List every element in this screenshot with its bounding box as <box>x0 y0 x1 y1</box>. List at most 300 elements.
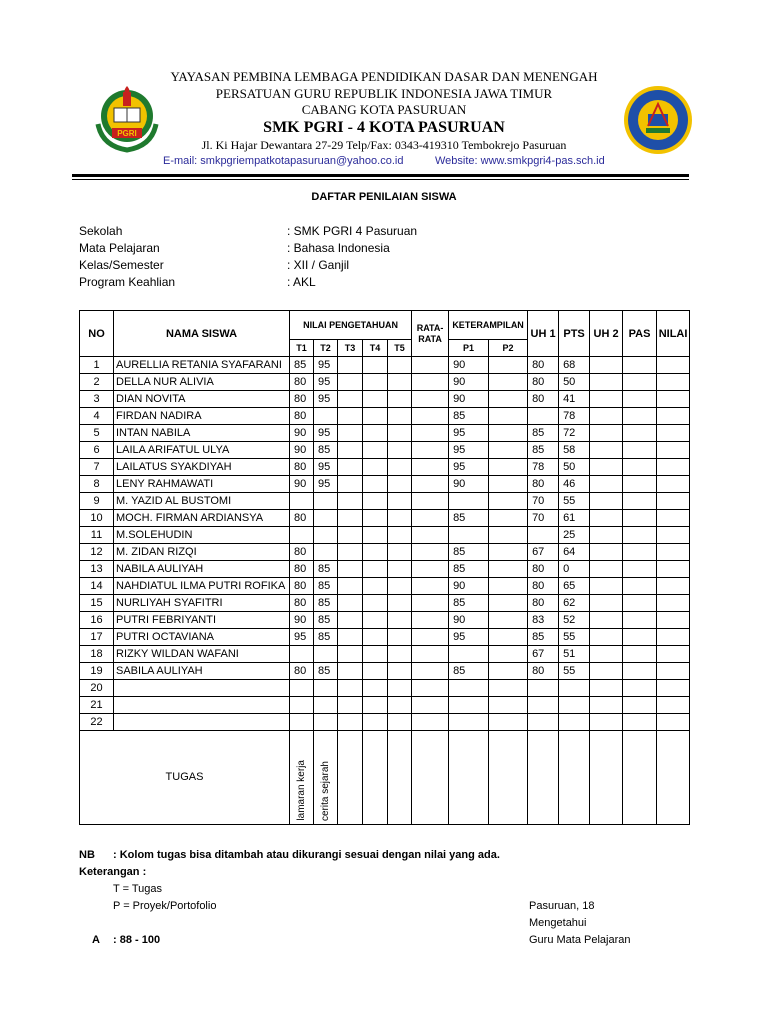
score-average <box>412 646 449 663</box>
table-row <box>80 663 690 680</box>
score-uh2 <box>590 680 623 697</box>
school-emblem <box>622 84 694 156</box>
score-t3 <box>338 680 363 697</box>
table-row <box>80 646 690 663</box>
tugas-pts-cell <box>559 731 590 825</box>
score-t5 <box>388 476 412 493</box>
score-final <box>657 459 690 476</box>
score-t4 <box>363 663 388 680</box>
score-t2: 85 <box>314 663 338 680</box>
score-pas <box>623 612 657 629</box>
score-final <box>657 612 690 629</box>
table-row <box>80 408 690 425</box>
score-p1: 95 <box>449 442 489 459</box>
score-t3 <box>338 646 363 663</box>
score-pts: 68 <box>559 357 590 374</box>
score-t5 <box>388 697 412 714</box>
row-no: 19 <box>80 663 114 680</box>
score-t3 <box>338 425 363 442</box>
tugas-pas-cell <box>623 731 657 825</box>
score-t3 <box>338 663 363 680</box>
col-header-name: NAMA SISWA <box>114 311 290 357</box>
score-t2: 85 <box>314 629 338 646</box>
score-t1: 95 <box>290 629 314 646</box>
score-final <box>657 697 690 714</box>
score-t3 <box>338 629 363 646</box>
score-t5 <box>388 612 412 629</box>
score-uh2 <box>590 697 623 714</box>
student-name: FIRDAN NADIRA <box>114 408 290 425</box>
score-uh1: 80 <box>528 391 559 408</box>
score-t5 <box>388 578 412 595</box>
score-t3 <box>338 459 363 476</box>
score-p1: 85 <box>449 663 489 680</box>
score-pts: 55 <box>559 493 590 510</box>
score-t4 <box>363 714 388 731</box>
score-p1: 90 <box>449 374 489 391</box>
legend-p: P = Proyek/Portofolio <box>113 900 217 912</box>
score-uh2 <box>590 476 623 493</box>
score-pts <box>559 697 590 714</box>
score-uh2 <box>590 612 623 629</box>
info-value-subject: : Bahasa Indonesia <box>287 241 390 255</box>
score-p2 <box>489 544 528 561</box>
score-t2 <box>314 544 338 561</box>
signature-place-date: Pasuruan, 18 <box>529 900 595 912</box>
row-no: 22 <box>80 714 114 731</box>
score-uh2 <box>590 561 623 578</box>
score-pas <box>623 646 657 663</box>
score-pas <box>623 459 657 476</box>
score-p1: 95 <box>449 629 489 646</box>
row-no: 7 <box>80 459 114 476</box>
score-t1 <box>290 646 314 663</box>
score-t5 <box>388 374 412 391</box>
table-row <box>80 697 690 714</box>
score-t2 <box>314 527 338 544</box>
score-p1: 95 <box>449 459 489 476</box>
col-header-final: NILAI <box>657 311 690 357</box>
table-row <box>80 425 690 442</box>
col-header-uh1: UH 1 <box>528 311 559 357</box>
score-final <box>657 408 690 425</box>
score-uh1: 83 <box>528 612 559 629</box>
grade-a-range: : 88 - 100 <box>113 934 161 946</box>
student-name: DELLA NUR ALIVIA <box>114 374 290 391</box>
score-pas <box>623 561 657 578</box>
score-uh1: 85 <box>528 442 559 459</box>
score-uh1: 85 <box>528 629 559 646</box>
score-t2 <box>314 646 338 663</box>
score-uh1 <box>528 408 559 425</box>
score-uh1 <box>528 680 559 697</box>
score-t1: 80 <box>290 374 314 391</box>
score-pas <box>623 578 657 595</box>
student-name: M.SOLEHUDIN <box>114 527 290 544</box>
score-p1 <box>449 714 489 731</box>
score-t2: 95 <box>314 459 338 476</box>
score-pts: 55 <box>559 629 590 646</box>
score-t5 <box>388 680 412 697</box>
branch-name: CABANG KOTA PASURUAN <box>301 102 467 117</box>
score-t4 <box>363 459 388 476</box>
score-t2: 85 <box>314 612 338 629</box>
student-name: PUTRI FEBRIYANTI <box>114 612 290 629</box>
table-row <box>80 578 690 595</box>
score-p1: 85 <box>449 510 489 527</box>
score-uh2 <box>590 663 623 680</box>
score-pts: 58 <box>559 442 590 459</box>
table-row <box>80 527 690 544</box>
student-name: LAILA ARIFATUL ULYA <box>114 442 290 459</box>
score-uh1 <box>528 527 559 544</box>
tugas-p1-cell <box>449 731 489 825</box>
student-name: MOCH. FIRMAN ARDIANSYA <box>114 510 290 527</box>
score-pas <box>623 374 657 391</box>
score-p2 <box>489 578 528 595</box>
tugas-t1-text: lamaran kerja <box>296 760 307 821</box>
table-row <box>80 442 690 459</box>
score-uh2 <box>590 646 623 663</box>
student-name: PUTRI OCTAVIANA <box>114 629 290 646</box>
score-pts <box>559 714 590 731</box>
table-row <box>80 714 690 731</box>
col-header-t5: T5 <box>388 340 412 357</box>
score-t2: 85 <box>314 442 338 459</box>
score-average <box>412 425 449 442</box>
score-final <box>657 714 690 731</box>
score-t1: 80 <box>290 663 314 680</box>
tugas-t5-cell <box>388 731 412 825</box>
score-p2 <box>489 408 528 425</box>
legend-heading: Keterangan : <box>79 866 147 878</box>
score-t4 <box>363 544 388 561</box>
score-p1 <box>449 527 489 544</box>
row-no: 10 <box>80 510 114 527</box>
nb-text: : Kolom tugas bisa ditambah atau dikurangi sesuai dengan nilai yang ada. <box>113 849 500 861</box>
score-uh2 <box>590 374 623 391</box>
info-value-school: : SMK PGRI 4 Pasuruan <box>287 224 418 238</box>
table-row <box>80 595 690 612</box>
score-t1 <box>290 714 314 731</box>
school-website[interactable]: Website: www.smkpgri4-pas.sch.id <box>435 155 605 167</box>
score-uh2 <box>590 527 623 544</box>
score-t2 <box>314 408 338 425</box>
signature-role: Guru Mata Pelajaran <box>529 934 631 946</box>
score-p2 <box>489 357 528 374</box>
score-t3 <box>338 544 363 561</box>
score-average <box>412 578 449 595</box>
score-pas <box>623 493 657 510</box>
score-t2: 95 <box>314 425 338 442</box>
score-p1: 90 <box>449 357 489 374</box>
score-pts: 62 <box>559 595 590 612</box>
score-t1: 80 <box>290 595 314 612</box>
school-address: Jl. Ki Hajar Dewantara 27-29 Telp/Fax: 0343-419310 Tembokrejo Pasuruan <box>201 138 567 152</box>
score-p2 <box>489 612 528 629</box>
score-t1: 80 <box>290 391 314 408</box>
row-no: 11 <box>80 527 114 544</box>
row-no: 15 <box>80 595 114 612</box>
score-t1: 90 <box>290 612 314 629</box>
score-t4 <box>363 561 388 578</box>
score-pts: 78 <box>559 408 590 425</box>
score-p2 <box>489 663 528 680</box>
table-row <box>80 510 690 527</box>
score-final <box>657 578 690 595</box>
score-pts: 52 <box>559 612 590 629</box>
score-t4 <box>363 697 388 714</box>
score-t5 <box>388 561 412 578</box>
score-t3 <box>338 408 363 425</box>
score-p2 <box>489 425 528 442</box>
info-label-subject: Mata Pelajaran <box>79 241 160 255</box>
school-name: SMK PGRI - 4 KOTA PASURUAN <box>263 119 505 136</box>
score-average <box>412 595 449 612</box>
table-row <box>80 459 690 476</box>
score-t5 <box>388 459 412 476</box>
score-p2 <box>489 527 528 544</box>
school-email[interactable]: E-mail: smkpgriempatkotapasuruan@yahoo.co.id <box>163 155 404 167</box>
row-no: 6 <box>80 442 114 459</box>
score-t4 <box>363 612 388 629</box>
nb-label: NB <box>79 849 95 861</box>
score-average <box>412 493 449 510</box>
row-no: 14 <box>80 578 114 595</box>
score-uh2 <box>590 493 623 510</box>
info-label-program: Program Keahlian <box>79 275 176 289</box>
score-uh1: 78 <box>528 459 559 476</box>
score-pts: 0 <box>559 561 590 578</box>
score-t5 <box>388 391 412 408</box>
score-p2 <box>489 374 528 391</box>
tugas-final-cell <box>657 731 690 825</box>
score-t2: 85 <box>314 561 338 578</box>
score-t4 <box>363 425 388 442</box>
row-no: 20 <box>80 680 114 697</box>
score-uh2 <box>590 425 623 442</box>
score-pas <box>623 476 657 493</box>
score-average <box>412 697 449 714</box>
student-name: RIZKY WILDAN WAFANI <box>114 646 290 663</box>
score-pas <box>623 629 657 646</box>
col-header-knowledge: NILAI PENGETAHUAN <box>290 311 412 340</box>
score-uh1: 80 <box>528 595 559 612</box>
col-header-t3: T3 <box>338 340 363 357</box>
score-t1 <box>290 697 314 714</box>
score-t4 <box>363 629 388 646</box>
student-name: INTAN NABILA <box>114 425 290 442</box>
score-t2: 95 <box>314 357 338 374</box>
score-p2 <box>489 510 528 527</box>
score-p2 <box>489 697 528 714</box>
score-final <box>657 561 690 578</box>
page-title: DAFTAR PENILAIAN SISWA <box>311 191 457 203</box>
score-t1: 85 <box>290 357 314 374</box>
score-uh1 <box>528 714 559 731</box>
score-t2: 85 <box>314 595 338 612</box>
score-final <box>657 510 690 527</box>
col-header-uh2: UH 2 <box>590 311 623 357</box>
score-uh2 <box>590 357 623 374</box>
score-t2 <box>314 697 338 714</box>
score-p1 <box>449 697 489 714</box>
header-divider-thin <box>72 179 689 180</box>
score-t5 <box>388 510 412 527</box>
table-row <box>80 629 690 646</box>
legend-t: T = Tugas <box>113 883 163 895</box>
score-t3 <box>338 374 363 391</box>
score-t2 <box>314 493 338 510</box>
score-t2: 95 <box>314 391 338 408</box>
row-no: 5 <box>80 425 114 442</box>
score-p1 <box>449 493 489 510</box>
score-t4 <box>363 595 388 612</box>
score-t1: 80 <box>290 510 314 527</box>
tugas-average-cell <box>412 731 449 825</box>
row-no: 4 <box>80 408 114 425</box>
score-t3 <box>338 442 363 459</box>
score-t5 <box>388 646 412 663</box>
score-t5 <box>388 442 412 459</box>
tugas-t2-text: cerita sejarah <box>320 760 331 821</box>
score-t5 <box>388 629 412 646</box>
info-label-school: Sekolah <box>79 224 123 238</box>
score-average <box>412 612 449 629</box>
score-p1 <box>449 680 489 697</box>
signature-acknowledged: Mengetahui <box>529 917 587 929</box>
score-final <box>657 663 690 680</box>
col-header-no: NO <box>80 311 114 357</box>
score-average <box>412 357 449 374</box>
score-average <box>412 544 449 561</box>
score-t2: 95 <box>314 374 338 391</box>
row-no: 9 <box>80 493 114 510</box>
score-pas <box>623 595 657 612</box>
row-no: 3 <box>80 391 114 408</box>
score-pas <box>623 391 657 408</box>
col-header-p2: P2 <box>489 340 528 357</box>
score-t2: 95 <box>314 476 338 493</box>
row-no: 12 <box>80 544 114 561</box>
score-uh2 <box>590 459 623 476</box>
student-name: LAILATUS SYAKDIYAH <box>114 459 290 476</box>
score-t1: 80 <box>290 544 314 561</box>
score-average <box>412 476 449 493</box>
score-pts: 61 <box>559 510 590 527</box>
score-p2 <box>489 680 528 697</box>
score-t1: 80 <box>290 408 314 425</box>
score-uh1: 80 <box>528 578 559 595</box>
student-name <box>114 680 290 697</box>
row-no: 21 <box>80 697 114 714</box>
table-row <box>80 612 690 629</box>
score-pas <box>623 425 657 442</box>
score-final <box>657 680 690 697</box>
score-final <box>657 646 690 663</box>
score-uh2 <box>590 595 623 612</box>
table-row <box>80 544 690 561</box>
score-pts: 51 <box>559 646 590 663</box>
score-pts: 25 <box>559 527 590 544</box>
score-uh1: 80 <box>528 374 559 391</box>
score-p1: 85 <box>449 561 489 578</box>
score-uh1: 70 <box>528 493 559 510</box>
grade-a-label: A <box>92 934 100 946</box>
row-no: 16 <box>80 612 114 629</box>
score-t3 <box>338 714 363 731</box>
score-t4 <box>363 442 388 459</box>
table-row <box>80 391 690 408</box>
student-name: NURLIYAH SYAFITRI <box>114 595 290 612</box>
score-final <box>657 629 690 646</box>
score-t1 <box>290 680 314 697</box>
pgri-logo-text: PGRI <box>117 129 137 138</box>
score-pts: 72 <box>559 425 590 442</box>
score-t3 <box>338 561 363 578</box>
score-pas <box>623 527 657 544</box>
row-no: 17 <box>80 629 114 646</box>
col-header-skills: KETERAMPILAN <box>449 311 528 340</box>
score-t4 <box>363 476 388 493</box>
score-pts: 50 <box>559 459 590 476</box>
score-pas <box>623 510 657 527</box>
score-t5 <box>388 425 412 442</box>
score-final <box>657 595 690 612</box>
score-uh1: 80 <box>528 561 559 578</box>
score-t2: 85 <box>314 578 338 595</box>
col-header-t2: T2 <box>314 340 338 357</box>
student-name: NAHDIATUL ILMA PUTRI ROFIKA <box>114 578 290 595</box>
score-t3 <box>338 578 363 595</box>
score-t1: 90 <box>290 476 314 493</box>
score-t3 <box>338 697 363 714</box>
score-uh2 <box>590 578 623 595</box>
score-t4 <box>363 374 388 391</box>
score-t4 <box>363 527 388 544</box>
score-t1: 80 <box>290 561 314 578</box>
score-average <box>412 629 449 646</box>
table-row <box>80 357 690 374</box>
tugas-t2-cell <box>314 731 338 825</box>
info-value-class: : XII / Ganjil <box>287 258 350 272</box>
score-uh1: 70 <box>528 510 559 527</box>
student-name <box>114 697 290 714</box>
student-name <box>114 714 290 731</box>
score-average <box>412 391 449 408</box>
score-uh1: 67 <box>528 544 559 561</box>
student-name: SABILA AULIYAH <box>114 663 290 680</box>
score-t4 <box>363 680 388 697</box>
score-uh1 <box>528 697 559 714</box>
score-t1: 80 <box>290 459 314 476</box>
score-pas <box>623 697 657 714</box>
score-average <box>412 663 449 680</box>
score-p2 <box>489 714 528 731</box>
col-header-pas: PAS <box>623 311 657 357</box>
score-uh2 <box>590 714 623 731</box>
grades-table <box>79 310 690 825</box>
row-no: 8 <box>80 476 114 493</box>
score-p2 <box>489 459 528 476</box>
score-pts <box>559 680 590 697</box>
table-row <box>80 493 690 510</box>
score-pts: 55 <box>559 663 590 680</box>
score-pas <box>623 663 657 680</box>
score-average <box>412 561 449 578</box>
association-name: PERSATUAN GURU REPUBLIK INDONESIA JAWA TIMUR <box>215 86 553 101</box>
score-t5 <box>388 663 412 680</box>
